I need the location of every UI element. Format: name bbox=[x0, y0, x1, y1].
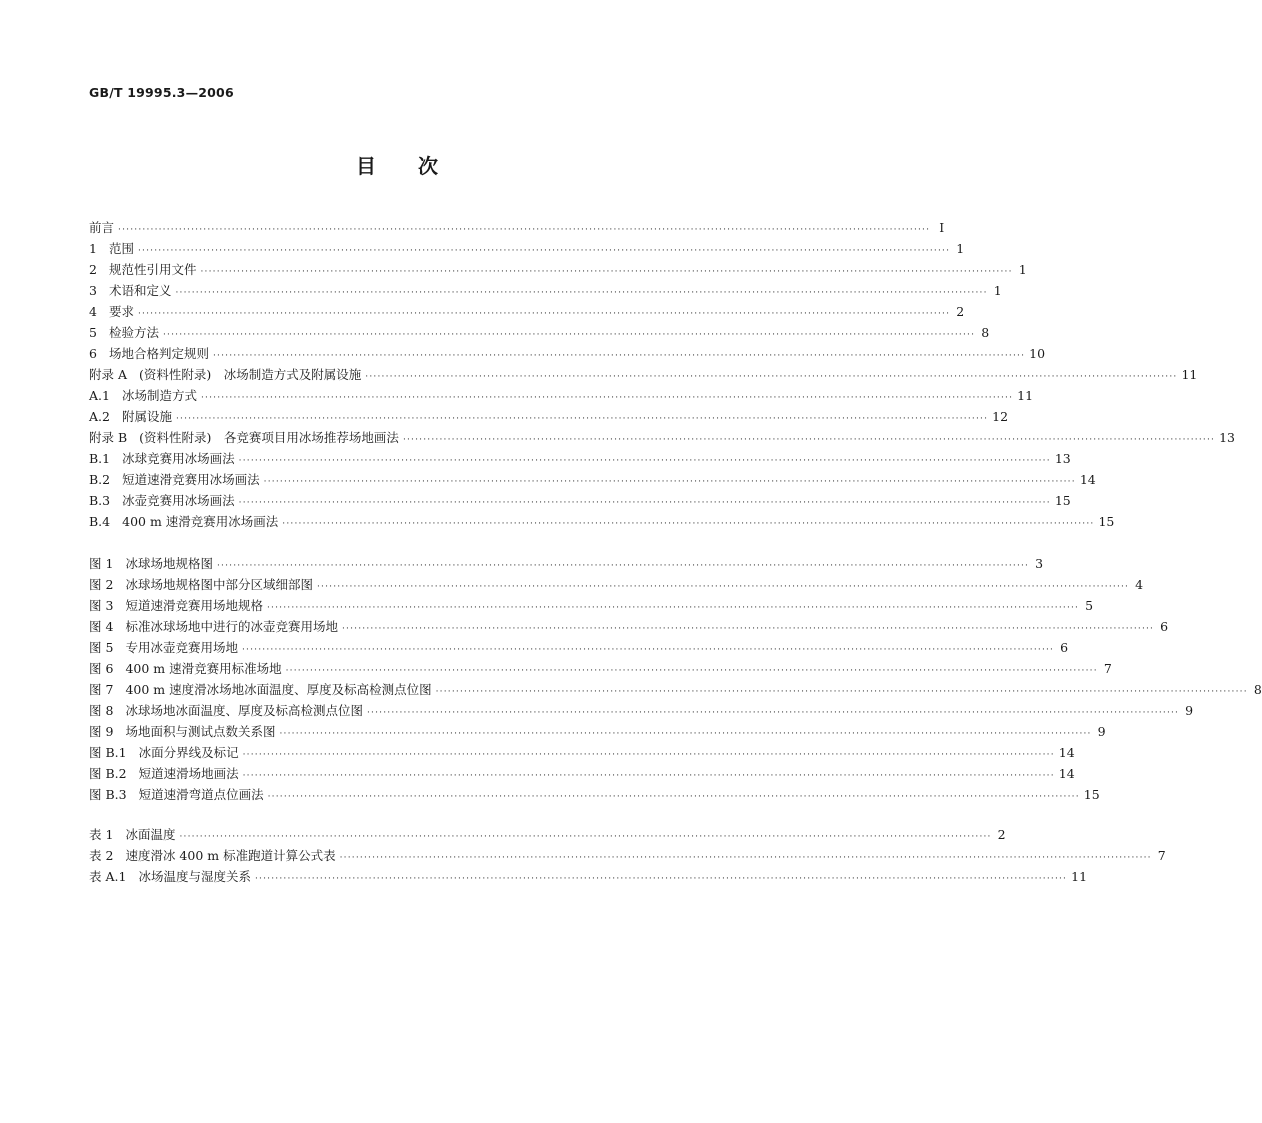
toc-dot-leader: ········································································································································································································ bbox=[200, 393, 1014, 403]
toc-entry[interactable] bbox=[89, 866, 1088, 887]
toc-entry-label: 冰球竞赛用冰场画法 bbox=[122, 451, 235, 466]
toc-entry-label: 400 m 速滑竞赛用冰场画法 bbox=[122, 514, 279, 529]
toc-dot-leader: ········································································································································································································ bbox=[118, 225, 931, 235]
toc-entry-label: 短道速滑场地画法 bbox=[138, 766, 239, 781]
toc-entry[interactable] bbox=[89, 845, 1166, 866]
toc-dot-leader: ········································································································································································································ bbox=[435, 687, 1248, 697]
toc-entry-page: 5 bbox=[1085, 598, 1094, 613]
toc-entry-label: 冰场制造方式 bbox=[121, 388, 197, 403]
toc-entry-number: 图 1 bbox=[89, 556, 114, 571]
toc-entry[interactable] bbox=[89, 322, 990, 343]
toc-dot-leader: ········································································································································································································ bbox=[200, 267, 1013, 277]
toc-entry-label: 场地合格判定规则 bbox=[108, 346, 209, 361]
toc-entry[interactable] bbox=[89, 280, 1002, 301]
toc-entry-label: 短道速滑竞赛用场地规格 bbox=[125, 598, 263, 613]
toc-entry[interactable] bbox=[89, 763, 1075, 784]
toc-dot-leader: ········································································································································································································ bbox=[238, 498, 1051, 508]
toc-entry[interactable] bbox=[89, 427, 1236, 448]
toc-entry-page: 6 bbox=[1160, 619, 1169, 634]
toc-entry-label: 要求 bbox=[108, 304, 134, 319]
toc-entry-page: 1 bbox=[1018, 262, 1027, 277]
toc-entry[interactable] bbox=[89, 385, 1034, 406]
toc-entry[interactable] bbox=[89, 574, 1144, 595]
toc-entry[interactable] bbox=[89, 217, 945, 238]
toc-dot-leader: ········································································································································································································ bbox=[242, 771, 1055, 781]
toc-entry-page: 15 bbox=[1098, 514, 1115, 529]
toc-dot-leader: ········································································································································································································ bbox=[366, 708, 1180, 718]
toc-entry-page: 11 bbox=[1181, 367, 1198, 382]
toc-entry[interactable] bbox=[89, 301, 965, 322]
toc-entry[interactable] bbox=[89, 721, 1106, 742]
toc-dot-leader: ········································································································································································································ bbox=[241, 645, 1055, 655]
toc-entry[interactable] bbox=[89, 679, 1262, 700]
toc-entry[interactable] bbox=[89, 553, 1044, 574]
toc-entry-page: 1 bbox=[993, 283, 1002, 298]
toc-dot-leader: ········································································································································································································ bbox=[212, 351, 1026, 361]
toc-dot-leader: ········································································································································································································ bbox=[242, 750, 1055, 760]
toc-dot-leader: ········································································································································································································ bbox=[285, 666, 1098, 676]
toc-entry-page: 13 bbox=[1219, 430, 1236, 445]
toc-entry-label: 冰面分界线及标记 bbox=[138, 745, 239, 760]
toc-entry-number: 图 9 bbox=[89, 724, 114, 739]
toc-entry-label: 冰壶竞赛用冰场画法 bbox=[122, 493, 235, 508]
toc-entry-number: 图 8 bbox=[89, 703, 114, 718]
toc-entry-number: 附录 A bbox=[89, 367, 128, 382]
toc-entry-page: 15 bbox=[1054, 493, 1071, 508]
toc-entry-page: 2 bbox=[956, 304, 965, 319]
toc-entry[interactable] bbox=[89, 469, 1096, 490]
toc-entry-number: 表 1 bbox=[89, 827, 114, 842]
toc-tables bbox=[89, 824, 1166, 887]
toc-entry-number: 图 B.3 bbox=[89, 787, 127, 802]
toc-entry-number: 1 bbox=[89, 241, 97, 256]
toc-dot-leader: ········································································································································································································ bbox=[365, 372, 1178, 382]
toc-dot-leader: ········································································································································································································ bbox=[216, 561, 1030, 571]
toc-entry-label: 前言 bbox=[89, 220, 115, 235]
toc-entry-page: 14 bbox=[1079, 472, 1096, 487]
toc-entry-label: 速度滑冰 400 m 标准跑道计算公式表 bbox=[125, 848, 336, 863]
toc-entry[interactable] bbox=[89, 700, 1194, 721]
toc-entry[interactable] bbox=[89, 824, 1006, 845]
toc-entry-page: 3 bbox=[1035, 556, 1044, 571]
toc-entry-page: 9 bbox=[1097, 724, 1106, 739]
toc-dot-leader: ········································································································································································································ bbox=[339, 853, 1152, 863]
toc-entry-number: B.1 bbox=[89, 451, 111, 466]
toc-entry[interactable] bbox=[89, 490, 1071, 511]
toc-entry-number: 图 3 bbox=[89, 598, 114, 613]
toc-entry-page: 2 bbox=[997, 827, 1006, 842]
toc-entry-number: 表 2 bbox=[89, 848, 114, 863]
toc-entry-number: B.4 bbox=[89, 514, 111, 529]
toc-entry-label: (资料性附录) 冰场制造方式及附属设施 bbox=[139, 367, 362, 382]
toc-entry-page: 1 bbox=[956, 241, 965, 256]
toc-entry-page: 8 bbox=[1253, 682, 1262, 697]
toc-entry-label: 400 m 速滑竞赛用标准场地 bbox=[125, 661, 282, 676]
toc-dot-leader: ········································································································································································································ bbox=[238, 456, 1051, 466]
toc-entry-label: 术语和定义 bbox=[108, 283, 172, 298]
toc-entry-label: 检验方法 bbox=[108, 325, 159, 340]
page-title: 目次 bbox=[356, 154, 480, 178]
toc-entry-page: 7 bbox=[1103, 661, 1112, 676]
toc-entry[interactable] bbox=[89, 259, 1027, 280]
toc-entry-page: 9 bbox=[1185, 703, 1194, 718]
toc-entry-number: 图 B.1 bbox=[89, 745, 127, 760]
toc-entry-page: 11 bbox=[1017, 388, 1034, 403]
toc-entry[interactable] bbox=[89, 784, 1100, 805]
toc-entry-label: 冰场温度与湿度关系 bbox=[138, 869, 251, 884]
toc-entry-label: 场地面积与测试点数关系图 bbox=[125, 724, 276, 739]
toc-dot-leader: ········································································································································································································ bbox=[254, 874, 1068, 884]
toc-dot-leader: ········································································································································································································ bbox=[137, 309, 951, 319]
toc-entry-page: 11 bbox=[1071, 869, 1088, 884]
toc-entry[interactable] bbox=[89, 448, 1071, 469]
toc-entry[interactable] bbox=[89, 343, 1046, 364]
toc-entry-page: 10 bbox=[1029, 346, 1046, 361]
toc-entry[interactable] bbox=[89, 595, 1094, 616]
toc-entry-label: 短道速滑弯道点位画法 bbox=[138, 787, 264, 802]
toc-entry-page: 4 bbox=[1135, 577, 1144, 592]
toc-entry-number: 图 4 bbox=[89, 619, 114, 634]
toc-entry-number: B.2 bbox=[89, 472, 111, 487]
toc-dot-leader: ········································································································································································································ bbox=[266, 603, 1080, 613]
toc-dot-leader: ········································································································································································································ bbox=[341, 624, 1155, 634]
toc-entry-number: 附录 B bbox=[89, 430, 128, 445]
toc-dot-leader: ········································································································································································································ bbox=[402, 435, 1216, 445]
toc-entry-page: 14 bbox=[1058, 745, 1075, 760]
toc-entry-number: 2 bbox=[89, 262, 97, 277]
toc-entry-number: A.2 bbox=[89, 409, 110, 424]
standard-code: GB/T 19995.3—2006 bbox=[89, 85, 234, 100]
toc-entry-label: 附属设施 bbox=[121, 409, 172, 424]
toc-entry-number: B.3 bbox=[89, 493, 111, 508]
toc-entry-number: 图 B.2 bbox=[89, 766, 127, 781]
toc-dot-leader: ········································································································································································································ bbox=[279, 729, 1092, 739]
toc-entry[interactable] bbox=[89, 511, 1115, 532]
toc-dot-leader: ········································································································································································································ bbox=[137, 246, 951, 256]
toc-entry-number: 图 2 bbox=[89, 577, 114, 592]
toc-entry-page: Ⅰ bbox=[939, 220, 945, 235]
toc-entry-page: 7 bbox=[1157, 848, 1166, 863]
toc-entry-number: 图 7 bbox=[89, 682, 114, 697]
toc-entry-number: 图 5 bbox=[89, 640, 114, 655]
toc-entry-label: 400 m 速度滑冰场地冰面温度、厚度及标高检测点位图 bbox=[125, 682, 432, 697]
toc-entry[interactable] bbox=[89, 742, 1075, 763]
toc-entry-page: 6 bbox=[1060, 640, 1069, 655]
toc-entry[interactable] bbox=[89, 406, 1009, 427]
toc-entry-label: 冰球场地规格图中部分区域细部图 bbox=[125, 577, 313, 592]
toc-entry-label: (资料性附录) 各竞赛项目用冰场推荐场地画法 bbox=[139, 430, 399, 445]
toc-entry[interactable] bbox=[89, 658, 1112, 679]
toc-entry-number: A.1 bbox=[89, 388, 110, 403]
toc-entry-page: 12 bbox=[992, 409, 1009, 424]
toc-entry[interactable] bbox=[89, 364, 1198, 385]
toc-dot-leader: ········································································································································································································ bbox=[175, 414, 989, 424]
toc-dot-leader: ········································································································································································································ bbox=[263, 477, 1076, 487]
toc-entry-label: 专用冰壶竞赛用场地 bbox=[125, 640, 238, 655]
toc-entry-label: 范围 bbox=[108, 241, 134, 256]
toc-entry-number: 6 bbox=[89, 346, 97, 361]
toc-entry-number: 5 bbox=[89, 325, 97, 340]
toc-figures bbox=[89, 553, 1262, 805]
toc-dot-leader: ········································································································································································································ bbox=[282, 519, 1095, 529]
toc-entry-page: 13 bbox=[1054, 451, 1071, 466]
toc-dot-leader: ········································································································································································································ bbox=[316, 582, 1130, 592]
toc-entry-label: 短道速滑竞赛用冰场画法 bbox=[122, 472, 260, 487]
toc-entry-label: 规范性引用文件 bbox=[108, 262, 197, 277]
toc-dot-leader: ········································································································································································································ bbox=[162, 330, 976, 340]
toc-dot-leader: ········································································································································································································ bbox=[175, 288, 988, 298]
toc-entry-label: 冰球场地冰面温度、厚度及标高检测点位图 bbox=[125, 703, 363, 718]
toc-entry-number: 图 6 bbox=[89, 661, 114, 676]
toc-entry-label: 冰球场地规格图 bbox=[125, 556, 213, 571]
toc-entry-page: 14 bbox=[1058, 766, 1075, 781]
toc-dot-leader: ········································································································································································································ bbox=[267, 792, 1080, 802]
toc-entry-label: 标准冰球场地中进行的冰壶竞赛用场地 bbox=[125, 619, 338, 634]
toc-entry[interactable] bbox=[89, 238, 965, 259]
toc-entry-number: 3 bbox=[89, 283, 97, 298]
toc-entry-page: 15 bbox=[1083, 787, 1100, 802]
toc-entry[interactable] bbox=[89, 637, 1069, 658]
toc-sections bbox=[89, 217, 1236, 532]
toc-entry-number: 4 bbox=[89, 304, 97, 319]
toc-entry-label: 冰面温度 bbox=[125, 827, 176, 842]
toc-dot-leader: ········································································································································································································ bbox=[179, 832, 992, 842]
toc-entry[interactable] bbox=[89, 616, 1169, 637]
toc-entry-page: 8 bbox=[981, 325, 990, 340]
toc-entry-number: 表 A.1 bbox=[89, 869, 127, 884]
